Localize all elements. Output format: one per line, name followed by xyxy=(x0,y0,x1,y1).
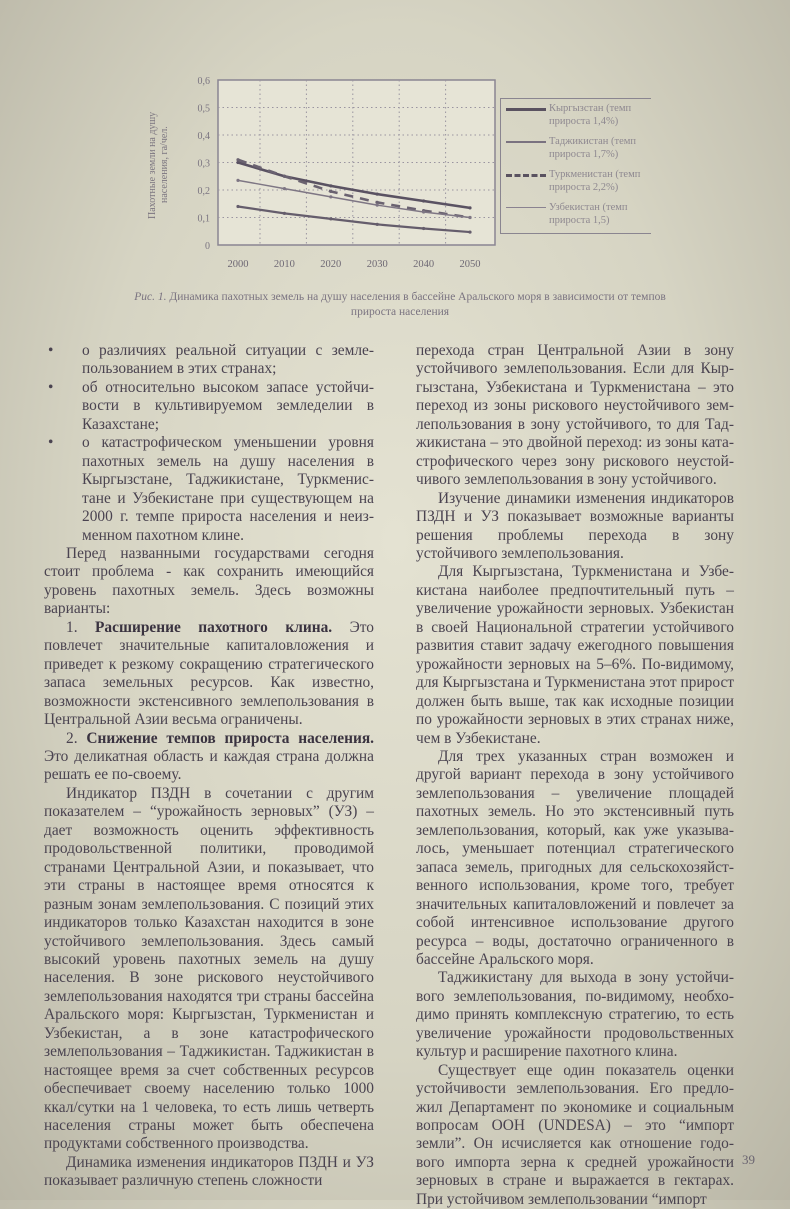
y-tick-label: 0,1 xyxy=(197,213,210,225)
paragraph-text: Это повлечет значительные капиталовложения и приведет к резкому сокращению стратегического запаса земельных ресурсов. Как известно, возможности экстенсивного землепользования в Центральной Азии весьма ограничены. xyxy=(44,618,374,729)
bold-heading: Снижение темпов прироста населения. xyxy=(86,729,374,747)
paragraph: Существует еще один показатель оценки устойчивости землепользования. Его предложил Департамент по экономике и социальным вопросам ООН (UNDESA) – это “импорт земли”. Он исчисляется как отношение годового импорта зерна к средней урожайности зерновых в стране и выражается в гектарах. При устойчивом землепользовании “импорт xyxy=(416,1061,734,1208)
bullet-item: • о катастрофическом уменьшении уровня пахотных земель на душу населения в Кыргызстане, Таджикистане, Туркменистане и Узбекистане при существующем на 2000 г. темпе прироста населения и неизменном пахотном клине. xyxy=(44,434,374,545)
data-point xyxy=(236,158,239,161)
data-point xyxy=(376,223,379,226)
x-tick-label: 2020 xyxy=(320,259,342,270)
legend-label: Узбекистан (темп прироста 1,5) xyxy=(549,202,628,226)
data-point xyxy=(468,230,471,233)
data-point xyxy=(329,217,332,220)
data-point xyxy=(468,206,471,209)
paragraph xyxy=(44,730,374,785)
chart-legend xyxy=(500,98,651,234)
chart-y-axis-label: Пахотные земли на душу населения, га/чел. xyxy=(147,111,170,219)
data-point xyxy=(283,175,286,178)
y-tick-label: 0,6 xyxy=(197,76,210,87)
caption-label: Рис. 1. xyxy=(134,291,167,303)
data-point xyxy=(468,216,471,219)
left-column xyxy=(44,342,374,1191)
data-point xyxy=(283,212,286,215)
data-point xyxy=(236,205,239,208)
list-number: 2. xyxy=(66,729,87,747)
paragraph: Перед названными государствами сегодня стоит проблема - как сохранить имеющийся уровень пахотных земель. Здесь возможны варианты: xyxy=(44,544,374,618)
x-tick-label: 2000 xyxy=(227,259,249,270)
paragraph: Динамика изменения индикаторов ПЗДН и УЗ показывает различную степень сложности xyxy=(44,1153,374,1190)
bold-heading: Расширение пахотного клина. xyxy=(95,618,333,636)
data-point xyxy=(236,179,239,182)
paragraph: Для Кыргызстана, Туркменистана и Узбекистана наиболее предпочтительный путь – увеличение урожайности зерновых. Узбекистан в своей Национальной стратегии устойчивого развития ставит задачу ежегодного повышения урожайности зерновых на 5–6%. По-видимому, для Кыргызстана и Туркменистана этот прирост должен быть выше, так как исходные позиции по урожайности зерновых в этих странах ниже, чем в Узбекистане. xyxy=(416,563,734,747)
legend-label: Таджикистан (темп прироста 1,7%) xyxy=(549,136,637,160)
land-per-capita-chart xyxy=(160,70,520,280)
data-point xyxy=(329,195,332,198)
legend-item-uzbekistan xyxy=(501,198,651,231)
data-point xyxy=(422,210,425,213)
legend-label: Туркменистан (темп прироста 2,2%) xyxy=(549,169,641,193)
y-tick-label: 0,5 xyxy=(197,103,210,115)
paragraph: Для трех указанных стран возможен и другой вариант перехода в зону устойчивого землепользования – увеличение площадей пахотных земель. Но это экстенсивный путь землепользования, который, как уже указывалось, уменьшает потенциал стратегического запаса земель, пригодных для сельскохозяйственного использования, кроме того, требует значительных капиталовложений и повлечет за собой интенсивное использование другого ресурса – воды, достаточно ограниченного в бассейне Аральского моря. xyxy=(416,747,734,968)
paragraph-text: Это деликатная область и каждая страна должна решать ее по-своему. xyxy=(44,747,374,784)
data-point xyxy=(376,204,379,207)
x-tick-label: 2010 xyxy=(273,259,295,270)
bullet-item: • об относительно высоком запасе устойчивости в культивируемом земледелии в Казахстане; xyxy=(44,379,374,434)
paragraph: перехода стран Центральной Азии в зону устойчивого землепользования. Если для Кыргызстана, Узбекистана и Туркменистана – это переход из зоны рискового неустойчивого землепользования в зону устойчивого, то для Таджикистана – это двойной переход: из зоны катастрофического через зону рискового неустойчивого землепользования в зону устойчивого. xyxy=(416,342,734,489)
x-tick-label: 2050 xyxy=(459,259,481,270)
x-tick-label: 2040 xyxy=(413,259,435,270)
legend-item-tajikistan xyxy=(501,132,651,165)
caption-text: Динамика пахотных земель на душу населения в бассейне Аральского моря в зависимости от темпов прироста населения xyxy=(169,291,666,318)
bullet-item: • о различиях реальной ситуации с землепользованием в этих странах; xyxy=(44,342,374,379)
data-point xyxy=(422,199,425,202)
legend-label: Кыргызстан (темп прироста 1,4%) xyxy=(549,103,632,127)
data-point xyxy=(329,184,332,187)
paragraph: Изучение динамики изменения индикаторов ПЗДН и УЗ показывает возможные варианты решения проблемы перехода в зону устойчивого землепользования. xyxy=(416,489,734,562)
data-point xyxy=(376,201,379,204)
y-tick-label: 0,3 xyxy=(197,158,210,170)
legend-item-turkmenistan xyxy=(501,165,651,198)
page-number: 39 xyxy=(742,1152,755,1167)
figure-caption xyxy=(120,290,680,320)
right-column xyxy=(416,342,734,1209)
data-point xyxy=(422,227,425,230)
y-tick-label: 0 xyxy=(205,241,210,252)
x-tick-label: 2030 xyxy=(366,259,388,270)
legend-item-kyrgyzstan xyxy=(501,99,651,132)
y-tick-label: 0,4 xyxy=(197,131,210,142)
list-number: 1. xyxy=(66,618,96,636)
data-point xyxy=(376,193,379,196)
data-point xyxy=(283,187,286,190)
y-tick-label: 0,2 xyxy=(197,186,210,197)
paragraph: Индикатор ПЗДН в сочетании с другим показателем – “урожайность зерновых” (УЗ) – дает возможность оценить эффективность продовольственной политики, проводимой странами Центральной Азии, и показывает, что эти страны в настоящее время относятся к разным зонам землепользования. С позиций этих индикаторов только Казахстан находится в зоне устойчивого землепользования. Здесь самый высокий уровень пахотных земель на душу населения. В зоне рискового неустойчивого землепользования находятся три страны бассейна Аральского моря: Кыргызстан, Туркменистан и Узбекистан, а в зоне катастрофического землепользования – Таджикистан. Таджикистан в настоящее время за счет собственных ресурсов обеспечивает своему населению только 1000 ккал/сутки на 1 человека, то есть лишь четверть населения страны может быть обеспечена продуктами собственного производства. xyxy=(44,784,374,1153)
paragraph: Таджикистану для выхода в зону устойчивого землепользования, по-видимому, необходимо принять комплексную стратегию, то есть увеличение урожайности продовольственных культур и расширение пахотного клина. xyxy=(416,969,734,1061)
paragraph xyxy=(44,619,374,730)
data-point xyxy=(329,190,332,193)
